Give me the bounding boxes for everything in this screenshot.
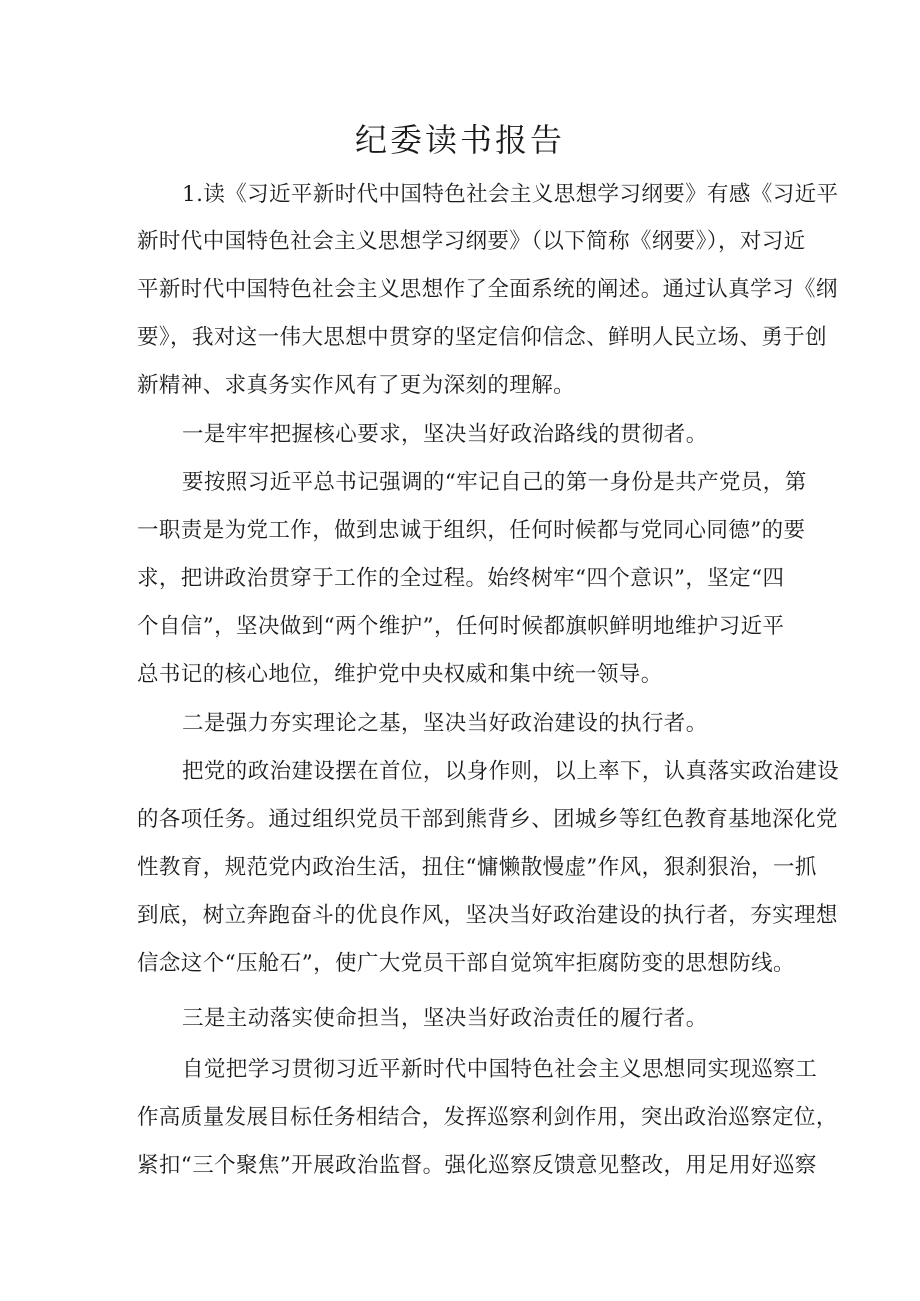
body-line: 总书记的核心地位，维护党中央权威和集中统一领导。 <box>137 662 663 687</box>
body-line: 的各项任务。通过组织党员干部到熊背乡、团城乡等红色教育基地深化党 <box>137 807 838 832</box>
body-line: 平新时代中国特色社会主义思想作了全面系统的阐述。通过认真学习《纲 <box>137 277 838 302</box>
body-line: 信念这个“压舱石”，使广大党员干部自觉筑牢拒腐防变的思想防线。 <box>137 951 795 976</box>
body-line: 要按照习近平总书记强调的“牢记自己的第一身份是共产党员，第 <box>182 470 807 495</box>
body-line: 自觉把学习贯彻习近平新时代中国特色社会主义思想同实现巡察工 <box>182 1057 818 1082</box>
body-line: 性教育，规范党内政治生活，扭住“慵懒散慢虚”作风，狠刹狠治，一抓 <box>137 855 817 880</box>
section-heading: 二是强力夯实理论之基，坚决当好政治建设的执行者。 <box>182 711 708 736</box>
body-line: 到底，树立奔跑奋斗的优良作风，坚决当好政治建设的执行者，夯实理想 <box>137 903 838 928</box>
body-line: 新精神、求真务实作风有了更为深刻的理解。 <box>137 373 576 398</box>
body-line: 个自信”，坚决做到“两个维护”，任何时候都旗帜鲜明地维护习近平 <box>137 614 785 639</box>
section-heading: 三是主动落实使命担当，坚决当好政治责任的履行者。 <box>182 1006 708 1031</box>
body-line: 把党的政治建设摆在首位，以身作则，以上率下，认真落实政治建设 <box>182 759 840 784</box>
document-title: 纪委读书报告 <box>354 121 565 159</box>
body-line: 要》，我对这一伟大思想中贯穿的坚定信仰信念、鲜明人民立场、勇于创 <box>137 325 828 350</box>
body-line: 一职责是为党工作，做到忠诚于组织，任何时候都与党同心同德”的要 <box>137 518 806 543</box>
body-line: 紧扣“三个聚焦”开展政治监督。强化巡察反馈意见整改，用足用好巡察 <box>137 1153 817 1178</box>
body-line: 新时代中国特色社会主义思想学习纲要》（以下简称《纲要》），对习近 <box>137 229 806 254</box>
body-line: 作高质量发展目标任务相结合，发挥巡察利剑作用，突出政治巡察定位， <box>137 1105 838 1130</box>
section-heading: 一是牢牢把握核心要求，坚决当好政治路线的贯彻者。 <box>182 422 708 447</box>
body-line: 1.读《习近平新时代中国特色社会主义思想学习纲要》有感《习近平 <box>182 182 839 207</box>
body-line: 求，把讲政治贯穿于工作的全过程。始终树牢“四个意识”，坚定“四 <box>137 566 785 591</box>
